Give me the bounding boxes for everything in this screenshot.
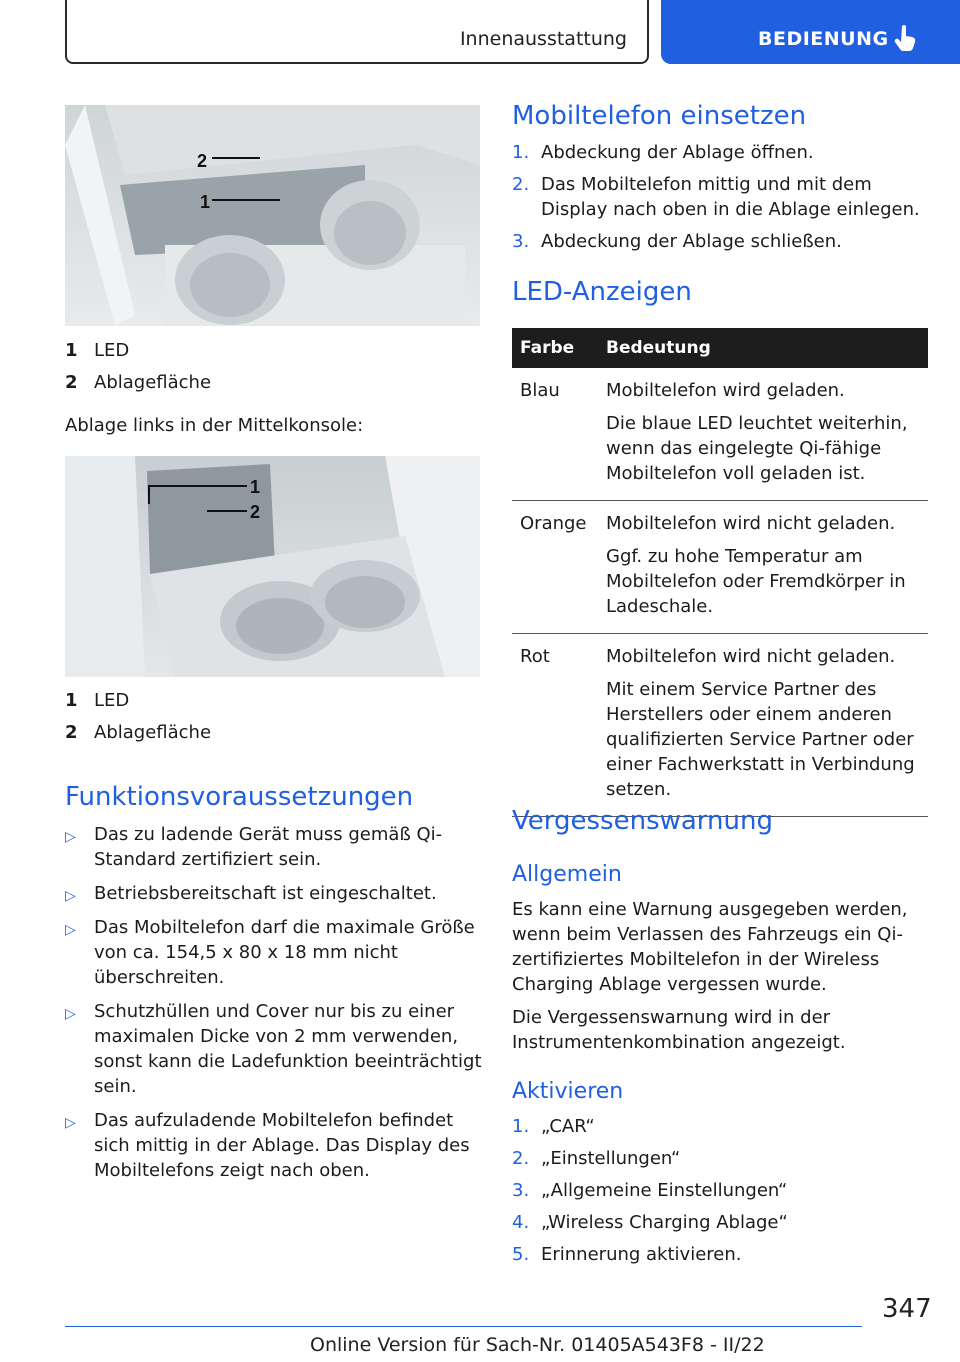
footer-divider bbox=[65, 1326, 862, 1327]
figure-ablage-links bbox=[65, 456, 480, 677]
legend-number: 2 bbox=[65, 372, 78, 393]
list-item-text: Das zu ladende Gerät muss gemäß Qi-Standard zertifiziert sein. bbox=[94, 824, 443, 870]
led-heading: LED-Anzeigen bbox=[512, 277, 692, 307]
led-table bbox=[512, 328, 928, 817]
table-cell-bedeutung bbox=[598, 634, 928, 817]
triangle-bullet-icon: ▷ bbox=[65, 829, 76, 845]
step-item bbox=[512, 1178, 932, 1203]
header-section-box bbox=[65, 0, 649, 64]
column-header-bedeutung: Bedeutung bbox=[598, 328, 928, 368]
header-section-title: Innenausstattung bbox=[459, 28, 627, 50]
step-text: „Einstellungen“ bbox=[541, 1148, 681, 1169]
aktivieren-steps bbox=[512, 1114, 932, 1274]
step-number: 2. bbox=[512, 1148, 530, 1169]
table-row bbox=[512, 368, 928, 501]
step-text: Abdeckung der Ablage schließen. bbox=[541, 231, 842, 252]
bedeutung-detail: Mit einem Service Partner des Herstellers oder einem anderen qualifizierten Service Partner oder einer Fachwerkstatt in Verbindung setzen. bbox=[606, 679, 915, 800]
step-text: „CAR“ bbox=[541, 1116, 595, 1137]
step-item bbox=[512, 1146, 932, 1171]
step-item bbox=[512, 1210, 932, 1235]
figure-ablage-rechts bbox=[65, 105, 480, 326]
figure2-callout-2: 2 bbox=[250, 502, 261, 522]
funktion-list bbox=[65, 822, 485, 1192]
step-text: Das Mobiltelefon mittig und mit dem Display nach oben in die Ablage einlegen. bbox=[541, 174, 920, 220]
column-header-farbe: Farbe bbox=[512, 328, 598, 368]
list-item-text: Das aufzuladende Mobiltelefon befindet sich mittig in der Ablage. Das Display des Mobiltelefons zeigt nach oben. bbox=[94, 1110, 470, 1181]
legend-number: 1 bbox=[65, 340, 78, 361]
step-text: „Allgemeine Einstellungen“ bbox=[541, 1180, 788, 1201]
list-item bbox=[65, 881, 485, 906]
list-item bbox=[65, 822, 485, 872]
warnung-paragraph-2: Die Vergessenswarnung wird in der Instrumentenkombination angezeigt. bbox=[512, 1007, 846, 1053]
bedeutung-detail: Die blaue LED leuchtet weiterhin, wenn das eingelegte Qi-fähige Mobiltelefon voll geladen ist. bbox=[606, 413, 908, 484]
list-item bbox=[65, 999, 485, 1099]
bedeutung-main: Mobiltelefon wird geladen. bbox=[606, 380, 845, 401]
footer-version-text: Online Version für Sach-Nr. 01405A543F8 - II/22 bbox=[310, 1334, 765, 1356]
step-item bbox=[512, 1242, 932, 1267]
table-row bbox=[512, 501, 928, 634]
step-item bbox=[512, 172, 932, 222]
bedeutung-detail: Ggf. zu hohe Temperatur am Mobiltelefon oder Fremdkörper in Ladeschale. bbox=[606, 546, 906, 617]
ablage-links-caption: Ablage links in der Mittelkonsole: bbox=[65, 415, 364, 436]
table-cell-farbe: Blau bbox=[512, 368, 598, 501]
hand-pointer-icon bbox=[893, 24, 919, 52]
funktion-heading: Funktionsvoraussetzungen bbox=[65, 782, 414, 812]
figure1-callout-2: 2 bbox=[197, 151, 208, 171]
step-number: 1. bbox=[512, 1116, 530, 1137]
step-text: „Wireless Charging Ablage“ bbox=[541, 1212, 788, 1233]
figure2-callout-1: 1 bbox=[250, 477, 261, 497]
step-item bbox=[512, 1114, 932, 1139]
warnung-heading: Vergessenswarnung bbox=[512, 806, 773, 836]
legend-number: 1 bbox=[65, 690, 78, 711]
step-item bbox=[512, 140, 932, 165]
table-cell-bedeutung bbox=[598, 368, 928, 501]
legend-text: Ablagefläche bbox=[94, 722, 212, 743]
legend-text: LED bbox=[94, 690, 130, 711]
table-row bbox=[512, 634, 928, 817]
step-text: Erinnerung aktivieren. bbox=[541, 1244, 742, 1265]
warnung-paragraph-1: Es kann eine Warnung ausgegeben werden, wenn beim Verlassen des Fahrzeugs ein Qi-zertifiziertes Mobiltelefon in der Wireless Charging Ablage vergessen wurde. bbox=[512, 899, 908, 995]
list-item-text: Das Mobiltelefon darf die maximale Größe von ca. 154,5 x 80 x 18 mm nicht überschreiten. bbox=[94, 917, 475, 988]
legend-number: 2 bbox=[65, 722, 78, 743]
list-item bbox=[65, 915, 485, 990]
triangle-bullet-icon: ▷ bbox=[65, 888, 76, 904]
table-header-row bbox=[512, 328, 928, 368]
triangle-bullet-icon: ▷ bbox=[65, 1006, 76, 1022]
table-cell-bedeutung bbox=[598, 501, 928, 634]
step-number: 1. bbox=[512, 142, 530, 163]
step-number: 3. bbox=[512, 231, 530, 252]
triangle-bullet-icon: ▷ bbox=[65, 1115, 76, 1131]
bedeutung-main: Mobiltelefon wird nicht geladen. bbox=[606, 646, 896, 667]
figure1-callout-1: 1 bbox=[200, 192, 211, 212]
step-number: 5. bbox=[512, 1244, 530, 1265]
table-cell-farbe: Orange bbox=[512, 501, 598, 634]
header-chapter-label: BEDIENUNG bbox=[758, 28, 889, 50]
table-cell-farbe: Rot bbox=[512, 634, 598, 817]
step-item bbox=[512, 229, 932, 254]
allgemein-heading: Allgemein bbox=[512, 862, 622, 887]
bedeutung-main: Mobiltelefon wird nicht geladen. bbox=[606, 513, 896, 534]
legend-text: Ablagefläche bbox=[94, 372, 212, 393]
list-item-text: Betriebsbereitschaft ist eingeschaltet. bbox=[94, 883, 437, 904]
legend-text: LED bbox=[94, 340, 130, 361]
einsetzen-steps bbox=[512, 140, 932, 261]
triangle-bullet-icon: ▷ bbox=[65, 922, 76, 938]
aktivieren-heading: Aktivieren bbox=[512, 1079, 624, 1104]
list-item bbox=[65, 1108, 485, 1183]
step-number: 3. bbox=[512, 1180, 530, 1201]
step-text: Abdeckung der Ablage öffnen. bbox=[541, 142, 814, 163]
list-item-text: Schutzhüllen und Cover nur bis zu einer maximalen Dicke von 2 mm verwenden, sonst kann die Ladefunktion beeinträchtigt sein. bbox=[94, 1001, 482, 1097]
page-number: 347 bbox=[882, 1294, 932, 1324]
header-chapter-tab[interactable] bbox=[661, 0, 960, 64]
step-number: 2. bbox=[512, 174, 530, 195]
step-number: 4. bbox=[512, 1212, 530, 1233]
einsetzen-heading: Mobiltelefon einsetzen bbox=[512, 101, 807, 131]
